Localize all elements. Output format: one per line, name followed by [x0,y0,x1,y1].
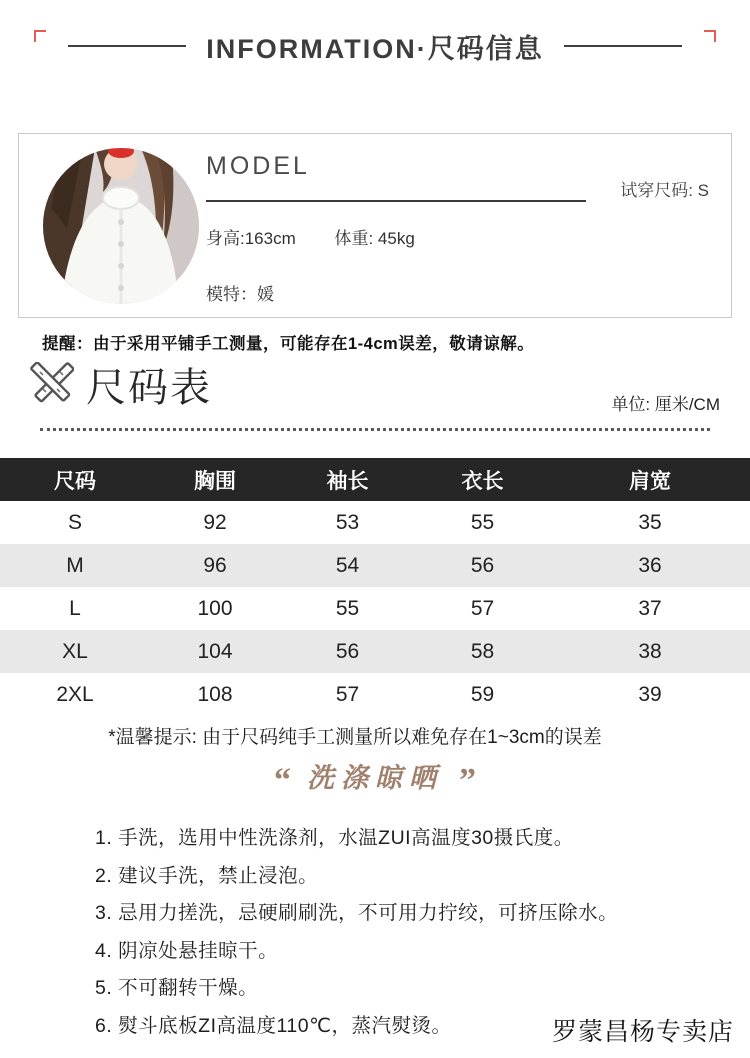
wash-instruction-item: 6. 熨斗底板ZI高温度110℃，蒸汽熨烫。 [95,1014,452,1037]
table-cell: 55 [335,596,360,620]
table-cell: 56 [470,553,495,577]
table-cell: 96 [203,553,227,577]
table-cell: 58 [470,639,495,663]
model-info-card [18,133,732,318]
table-cell: 104 [197,639,233,663]
wash-instruction-item: 4. 阴凉处悬挂晾干。 [95,939,279,962]
model-label: MODEL [206,152,310,180]
wash-instruction-item: 1. 手洗，选用中性洗涤剂，水温ZUI高温度30摄氏度。 [95,827,574,849]
model-height: 身高:163cm [206,229,296,248]
open-quote: “ [274,762,291,799]
table-row [0,630,750,673]
wash-instruction-item: 3. 忌用力搓洗，忌硬刷刷洗，不可用力拧绞，可挤压除水。 [95,902,619,924]
warm-tip: *温馨提示: 由于尺码纯手工测量所以难免存在1~3cm的误差 [108,727,602,748]
measure-notice: 提醒：由于采用平铺手工测量，可能存在1-4cm误差，敬请谅解。 [42,335,535,353]
model-photo-illustration [43,148,199,304]
table-cell: 2XL [56,682,94,706]
table-cell: M [66,553,84,577]
table-row [0,544,750,587]
table-cell: 53 [335,510,360,534]
ruler-pencil-icon [30,362,74,406]
table-cell: 尺码 [54,469,96,493]
table-cell: 39 [638,682,662,706]
table-cell: 92 [203,510,227,534]
store-name: 罗蒙昌杨专卖店 [551,1019,734,1046]
table-cell: 55 [470,510,495,534]
table-row [0,501,750,544]
wash-title-text: 洗涤晾晒 [307,763,443,793]
table-cell: 57 [470,596,495,620]
header-rule-right [564,45,682,47]
model-weight: 体重: 45kg [334,229,415,248]
unit-label: 单位: 厘米/CM [611,395,720,414]
table-cell: 38 [638,639,662,663]
table-cell: S [67,510,82,534]
size-chart-title: 尺码表 [86,366,212,410]
wash-instruction-item: 5. 不可翻转干燥。 [95,977,259,999]
table-row [0,587,750,630]
table-cell: 57 [335,682,360,706]
wash-instruction-item: 2. 建议手洗，禁止浸泡。 [95,864,319,887]
model-name: 模特：媛 [206,285,274,304]
model-underline [206,200,586,202]
wash-instructions-list [95,820,618,1045]
page-title: INFORMATION·尺码信息 [206,33,544,64]
table-cell: 衣长 [461,469,504,493]
model-stats [206,224,415,249]
table-cell: 56 [335,639,360,663]
header-rule-left [68,45,186,47]
wash-section-title [0,756,750,800]
table-cell: 袖长 [326,469,369,493]
table-row [0,673,750,716]
table-cell: 54 [335,553,360,577]
close-quote: ” [459,762,476,799]
model-photo [43,148,199,304]
table-cell: 35 [638,510,662,534]
size-table [0,458,750,716]
table-cell: 36 [638,553,662,577]
table-cell: 肩宽 [629,469,671,493]
table-cell: 37 [638,596,662,620]
dotted-divider [40,428,710,431]
table-cell: 59 [470,682,495,706]
table-header-row [0,458,750,501]
table-cell: 108 [197,682,233,706]
fit-size-text: 试穿尺码: S [620,181,709,200]
table-cell: L [69,596,81,620]
table-cell: XL [62,639,88,663]
table-cell: 100 [197,596,233,620]
page-header [0,26,750,66]
table-cell: 胸围 [194,469,236,493]
